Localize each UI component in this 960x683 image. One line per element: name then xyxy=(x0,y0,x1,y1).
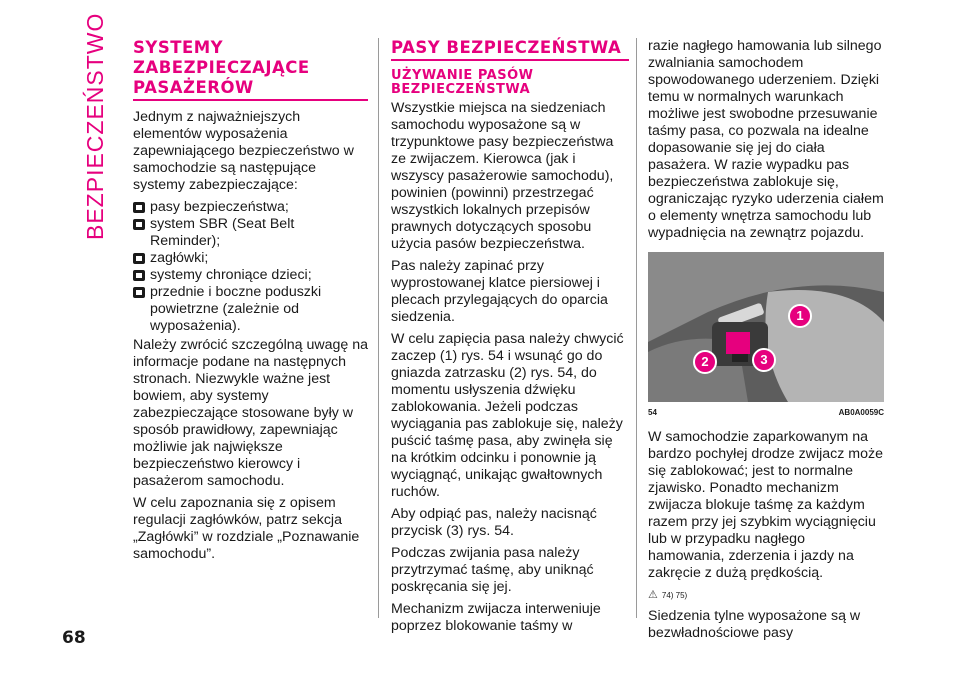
body-paragraph: Wszystkie miejsca na siedzeniach samochodu wyposażone są w trzypunktowe pasy bezpieczeństwa ze zwijaczem. Kierowca (jak i wszyscy pasażerowie samochodu), powinien (powinni) przestrzegać wszystkich lokalnych przepisów prawnych dotyczących sposobu użycia pasów bezpieczeństwa. xyxy=(391,100,614,252)
body-paragraph: W celu zapięcia pasa należy chwycić zaczep (1) rys. 54 i wsunąć go do gniazda zatrzasku (2) rys. 54, do momentu usłyszenia dźwięku zablokowania. Jeżeli podczas wyciągania pas zablokuje się, należy puścić taśmę pasa, aby zwinęła się na krótkim odcinku i ponownie ją wyciągnąć, unikając gwałtownych ruchów. xyxy=(391,331,624,500)
figure-code: AB0A0059C xyxy=(838,408,884,417)
checkbox-bullet-icon xyxy=(133,253,145,264)
body-paragraph: Aby odpiąć pas, należy nacisnąć przycisk (3) rys. 54. xyxy=(391,506,597,539)
section-heading-systems: SYSTEMY ZABEZPIECZAJĄCE PASAŻERÓW xyxy=(133,38,368,101)
body-paragraph: Mechanizm zwijacza interweniuje poprzez blokowanie taśmy w xyxy=(391,601,601,634)
intro-paragraph: Jednym z najważniejszych elementów wyposażenia zapewniającego bezpieczeństwo w samochodzie są następujące systemy zabezpieczające: xyxy=(133,109,354,193)
list-item: pasy bezpieczeństwa; xyxy=(133,199,368,216)
seatbelt-buckle-illustration xyxy=(648,252,884,402)
body-paragraph: W celu zapoznania się z opisem regulacji zagłówków, patrz sekcja „Zagłówki” w rozdziale „Poznawanie samochodu”. xyxy=(133,495,360,562)
list-item: systemy chroniące dzieci; xyxy=(133,267,368,284)
section-heading-seat-belts: PASY BEZPIECZEŃSTWA xyxy=(391,38,629,61)
chapter-side-tab: BEZPIECZEŃSTWO xyxy=(82,12,108,240)
subsection-heading: UŻYWANIE PASÓW BEZPIECZEŃSTWA xyxy=(391,68,534,97)
column-seat-belts xyxy=(391,38,629,640)
body-paragraph: Pas należy zapinać przy wyprostowanej klatce piersiowej i plecach przylegających do oparcia siedzenia. xyxy=(391,258,608,325)
list-item: system SBR (Seat Belt Reminder); xyxy=(133,216,368,250)
callout-3: 3 xyxy=(752,348,776,372)
checkbox-bullet-icon xyxy=(133,270,145,281)
checkbox-bullet-icon xyxy=(133,287,145,298)
list-item: przednie i boczne poduszki powietrzne (zależnie od wyposażenia). xyxy=(133,284,368,335)
column-divider xyxy=(636,38,637,618)
checkbox-bullet-icon xyxy=(133,219,145,230)
body-paragraph: Należy zwrócić szczególną uwagę na informacje podane na następnych stronach. Niezwykle ważne jest bowiem, aby systemy zabezpieczające stosowane były w sposób prawidłowy, zapewniając możliwie jak największe bezpieczeństwo kierowcy i pasażerom samochodu. xyxy=(133,337,368,489)
checkbox-bullet-icon xyxy=(133,202,145,213)
warning-references: ⚠ 74) 75) xyxy=(648,587,884,604)
column-continued xyxy=(648,38,884,647)
body-paragraph: Podczas zwijania pasa należy przytrzymać taśmę, aby uniknąć poskręcania się jej. xyxy=(391,545,594,595)
column-systems xyxy=(133,38,368,568)
column-divider xyxy=(378,38,379,618)
figure-caption xyxy=(648,404,884,421)
list-item: zagłówki; xyxy=(133,250,368,267)
body-paragraph: W samochodzie zaparkowanym na bardzo pochyłej drodze zwijacz może się zablokować; jest to normalne zjawisko. Ponadto mechanizm zwijacza blokuje taśmę za każdym razem przy jej szybkim wyciągnięciu lub w przypadku nagłego hamowania, zderzenia i jazdy na zakręcie z dużą prędkością. xyxy=(648,429,883,581)
systems-list xyxy=(133,199,368,335)
page-number: 68 xyxy=(62,628,86,648)
callout-2: 2 xyxy=(693,350,717,374)
body-paragraph: razie nagłego hamowania lub silnego zwalniania samochodem spowodowanego uderzeniem. Dzięki temu w normalnych warunkach możliwe jest swobodne przesuwanie taśmy pasa, co pozwala na idealne dopasowanie się jej do ciała pasażera. W razie wypadku pas bezpieczeństwa zablokuje się, ograniczając ryzyko uderzenia ciałem o elementy wnętrza samochodu lub wypadnięcia na zewnątrz pojazdu. xyxy=(648,38,884,241)
callout-1: 1 xyxy=(788,304,812,328)
figure-number: 54 xyxy=(648,408,657,417)
body-paragraph: Siedzenia tylne wyposażone są w bezwładnościowe pasy xyxy=(648,608,861,641)
warning-triangle-icon: ⚠ xyxy=(648,589,658,601)
seatbelt-buckle-figure xyxy=(648,252,884,402)
